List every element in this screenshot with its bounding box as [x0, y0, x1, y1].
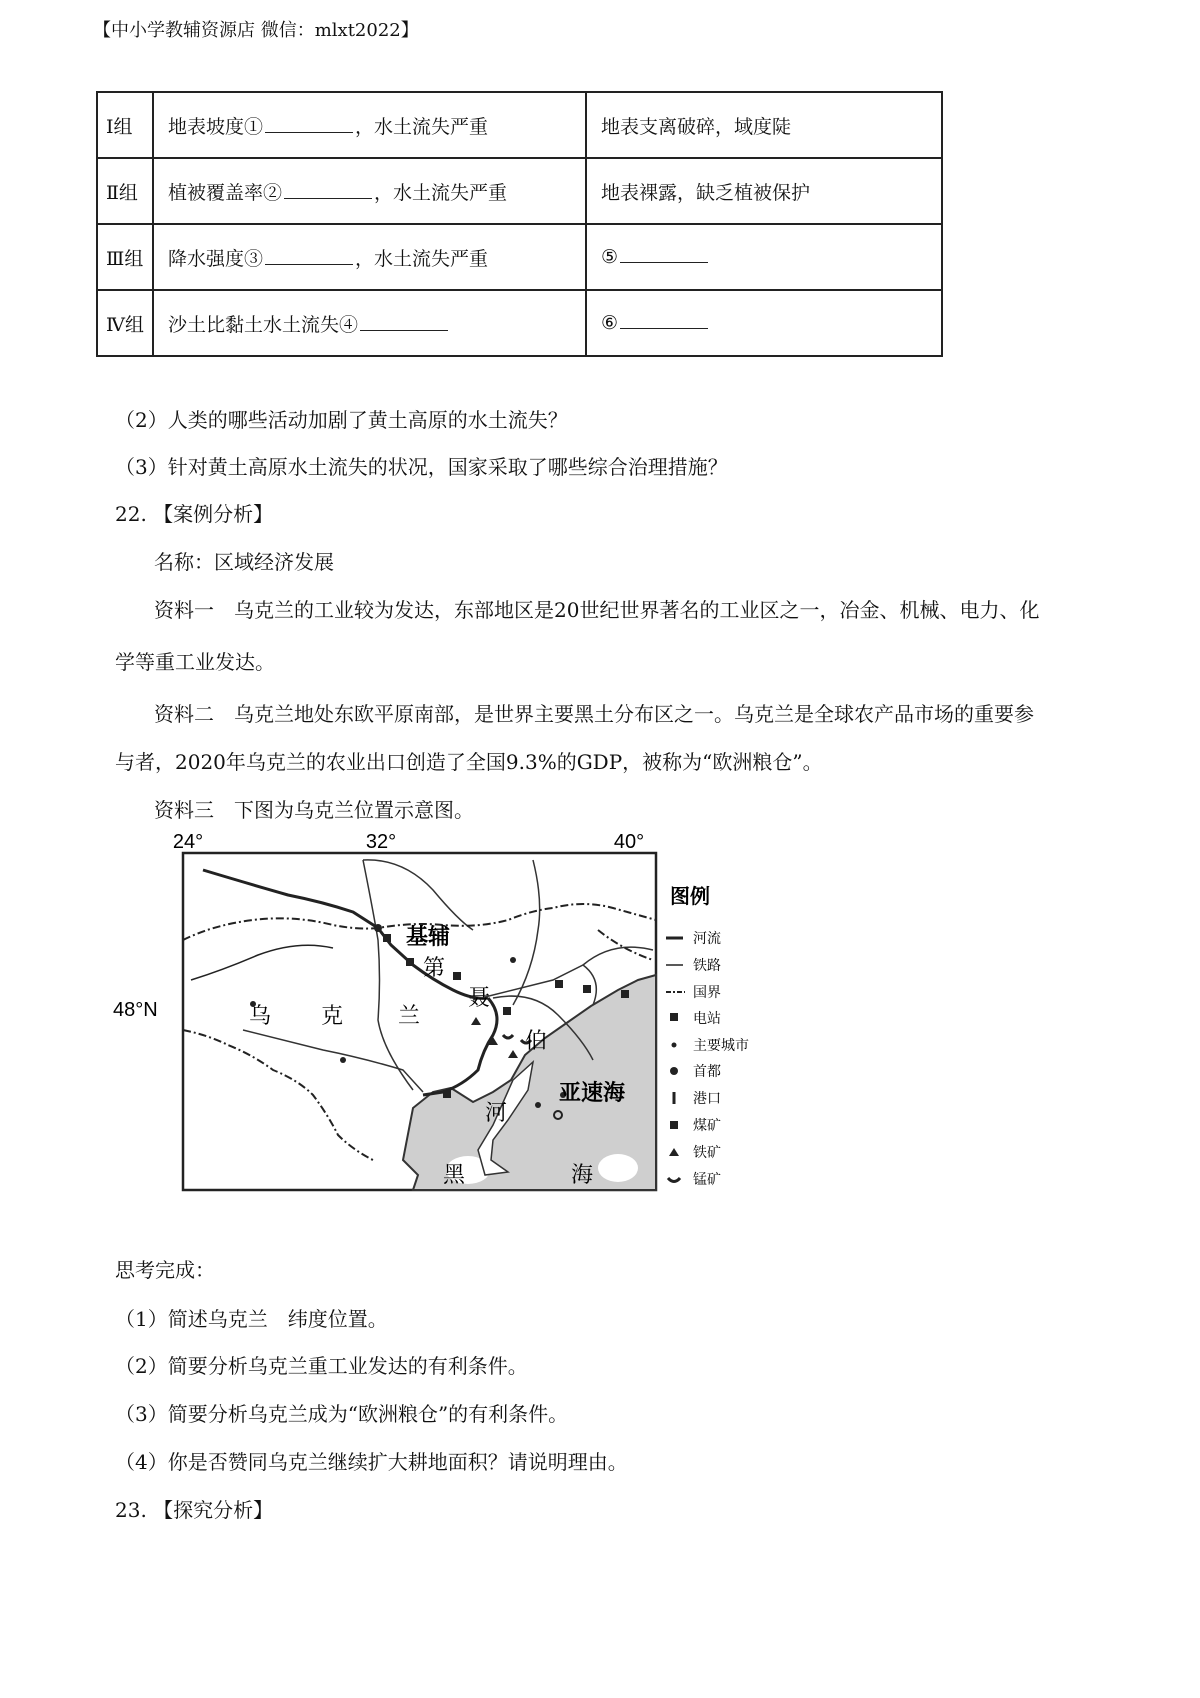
legend-item: 煤矿 [693, 1118, 721, 1134]
lat-label: 48°N [113, 999, 158, 1021]
group-label: Ⅲ组 [97, 224, 153, 290]
case-name: 名称：区域经济发展 [154, 550, 334, 574]
answer-blank [265, 250, 353, 265]
legend-item: 首都 [693, 1064, 721, 1080]
legend-coal-symbol [670, 1121, 678, 1129]
question-22-title: 22. 【案例分析】 [115, 502, 274, 526]
capital-marker [374, 924, 382, 932]
answer-blank [620, 248, 708, 263]
legend-item: 港口 [693, 1091, 721, 1107]
place-label: 聂 [468, 986, 491, 1011]
answer-blank [284, 184, 372, 199]
cause-cell [153, 224, 586, 290]
power-station-marker [453, 972, 461, 980]
think-title: 思考完成： [115, 1258, 215, 1282]
cause-suffix: ，水土流失严重 [355, 247, 489, 270]
legend-capital-symbol [670, 1067, 678, 1075]
reason-cell: 地表支离破碎，域度陡 [586, 92, 942, 158]
legend-power-symbol [670, 1013, 678, 1021]
place-label: 兰 [398, 1004, 421, 1029]
reason-cell [586, 224, 942, 290]
material-2-line-2: 与者，2020年乌克兰的农业出口创造了全国9.3%的GDP，被称为“欧洲粮仓”。 [115, 750, 823, 774]
cause-cell [153, 290, 586, 356]
think-question: （3）简要分析乌克兰成为“欧洲粮仓”的有利条件。 [115, 1402, 569, 1426]
material-3: 资料三 下图为乌克兰位置示意图。 [154, 798, 474, 822]
soil-erosion-table [96, 91, 943, 357]
answer-blank [360, 316, 448, 331]
cause-text: 地表坡度① [168, 115, 264, 138]
reason-cell: 地表裸露，缺乏植被保护 [586, 158, 942, 224]
cause-text: 植被覆盖率② [168, 181, 283, 204]
reason-cell [586, 290, 942, 356]
answer-blank [265, 118, 353, 133]
place-label: 伯 [525, 1029, 548, 1054]
cause-cell [153, 92, 586, 158]
sea-label: 亚速海 [559, 1081, 626, 1106]
think-question: （2）简要分析乌克兰重工业发达的有利条件。 [115, 1354, 528, 1378]
question-23-title: 23. 【探究分析】 [115, 1498, 274, 1522]
question-21-2: （2）人类的哪些活动加剧了黄土高原的水土流失？ [115, 408, 568, 432]
reason-number: ⑤ [601, 246, 619, 268]
legend-city-symbol [672, 1043, 677, 1048]
material-2-line-1: 资料二 乌克兰地处东欧平原南部，是世界主要黑土分布区之一。乌克兰是全球农产品市场的重要参 [154, 702, 1034, 726]
legend-item: 主要城市 [693, 1038, 749, 1054]
think-question: （1）简述乌克兰 纬度位置。 [115, 1307, 388, 1331]
reason-number: ⑥ [601, 312, 619, 334]
cause-suffix: ，水土流失严重 [374, 181, 508, 204]
legend-title: 图例 [670, 884, 710, 908]
table-row [97, 158, 942, 224]
place-label: 第 [423, 956, 446, 981]
cause-suffix: ，水土流失严重 [355, 115, 489, 138]
sea-highlight [598, 1154, 638, 1182]
place-label: 克 [321, 1004, 344, 1029]
think-question: （4）你是否赞同乌克兰继续扩大耕地面积？请说明理由。 [115, 1450, 628, 1474]
question-21-3: （3）针对黄土高原水土流失的状况，国家采取了哪些综合治理措施？ [115, 455, 728, 479]
city-marker [510, 957, 516, 963]
legend-iron-symbol [669, 1148, 679, 1156]
legend-item: 铁矿 [693, 1145, 721, 1161]
cause-text: 沙土比黏土水土流失④ [168, 313, 359, 336]
power-station-marker [503, 1007, 511, 1015]
material-1-line-2: 学等重工业发达。 [115, 650, 275, 674]
table-row [97, 290, 942, 356]
sea-label: 海 [571, 1163, 594, 1188]
lon-label: 32° [365, 831, 397, 853]
legend-item: 锰矿 [693, 1172, 721, 1188]
power-station-marker [443, 1090, 451, 1098]
power-station-marker [383, 934, 391, 942]
city-marker [340, 1057, 346, 1063]
material-1-line-1: 资料一 乌克兰的工业较为发达，东部地区是20世纪世界著名的工业区之一，冶金、机械、电力、化 [154, 598, 1040, 622]
city-marker [535, 1102, 541, 1108]
cause-cell [153, 158, 586, 224]
capital-label: 基辅 [406, 925, 451, 950]
coal-mine-marker [621, 990, 629, 998]
ukraine-location-map [113, 830, 773, 1205]
lon-label: 24° [172, 831, 204, 853]
legend-item: 电站 [693, 1011, 721, 1027]
power-station-marker [406, 958, 414, 966]
answer-blank [620, 314, 708, 329]
group-label: Ⅳ组 [97, 290, 153, 356]
coal-mine-marker [555, 980, 563, 988]
group-label: Ⅱ组 [97, 158, 153, 224]
legend-manganese-symbol [668, 1178, 680, 1182]
sea-label: 黑 [443, 1163, 466, 1188]
page-header: 【中小学教辅资源店 微信：mlxt2022】 [93, 20, 419, 41]
table-row [97, 224, 942, 290]
place-label: 乌 [249, 1004, 272, 1029]
legend-item: 河流 [693, 931, 721, 947]
lon-label: 40° [613, 831, 645, 853]
group-label: Ⅰ组 [97, 92, 153, 158]
table-row [97, 92, 942, 158]
legend-item: 铁路 [693, 958, 721, 974]
place-label: 河 [485, 1101, 508, 1126]
legend-item: 国界 [693, 985, 721, 1001]
coal-mine-marker [583, 985, 591, 993]
map-legend [666, 930, 749, 1188]
cause-text: 降水强度③ [168, 247, 264, 270]
